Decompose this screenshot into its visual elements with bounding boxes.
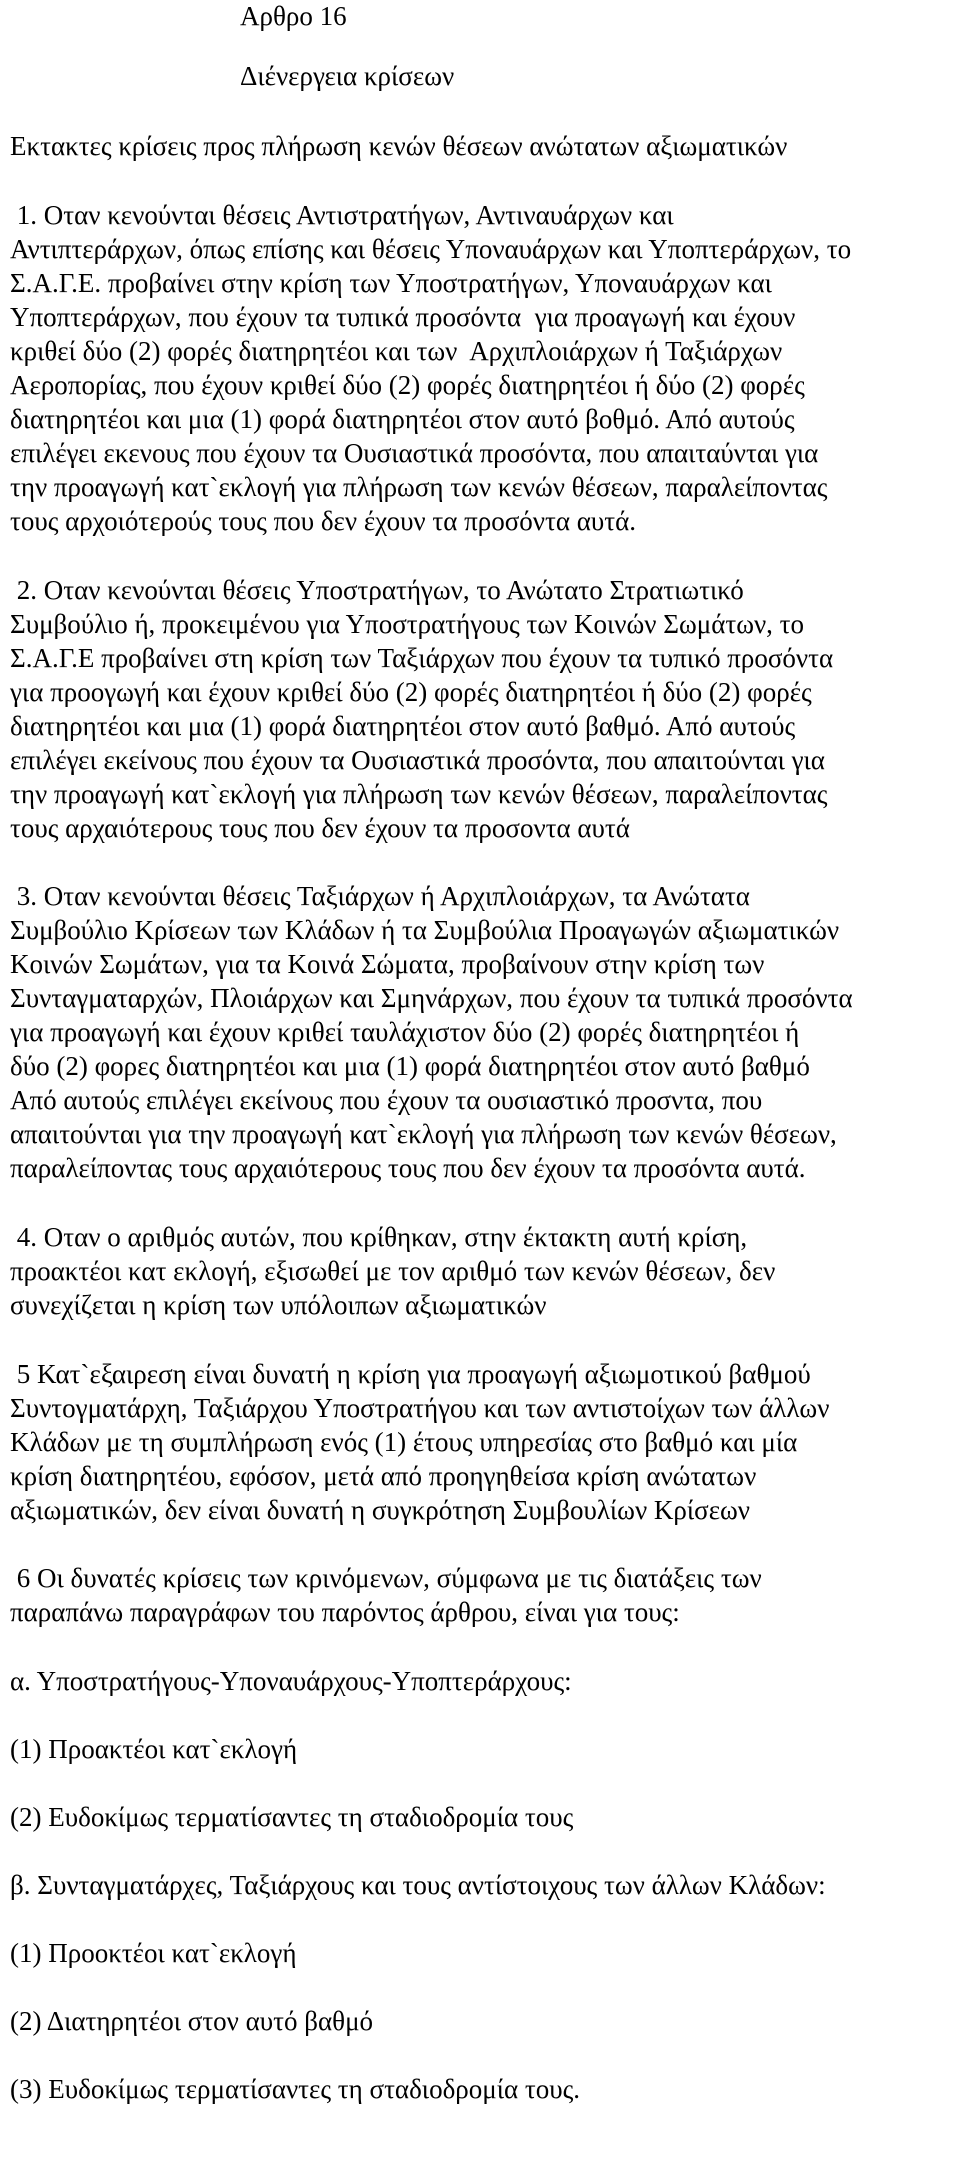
list-item: (1) Προακτέοι κατ`εκλογή — [10, 1734, 298, 1764]
paragraph-line: την προαγωγή κατ`εκλογή για πλήρωση των κενών θέσεων, παραλείποντας — [10, 472, 828, 502]
paragraph-line: Κοινών Σωμάτων, για τα Κοινά Σώματα, προβαίνουν στην κρίση των — [10, 949, 765, 979]
article-number: Αρθρο 16 — [240, 1, 347, 31]
list-item: (3) Ευδοκίμως τερματίσαντες τη σταδιοδρομία τους. — [10, 2074, 581, 2104]
paragraph-line: Σ.Α.Γ.Ε προβαίνει στη κρίση των Ταξιάρχων που έχουν τα τυπικό προσόντα — [10, 643, 834, 673]
paragraph-line: αξιωματικών, δεν είναι δυνατή η συγκρότηση Συμβουλίων Κρίσεων — [10, 1495, 751, 1525]
list-item: (2) Διατηρητέοι στον αυτό βαθμό — [10, 2006, 374, 2036]
paragraph-line: 3. Οταν κενούνται θέσεις Ταξιάρχων ή Αρχιπλοιάρχων, τα Ανώτατα — [10, 881, 750, 911]
paragraph-line: Συνταγματαρχών, Πλοιάρχων και Σμηνάρχων, που έχουν τα τυπικά προσόντα — [10, 983, 853, 1013]
paragraph-line: διατηρητέοι και μια (1) φορά διατηρητέοι στον αυτό βοθμό. Από αυτούς — [10, 404, 795, 434]
list-item: (2) Ευδοκίμως τερματίσαντες τη σταδιοδρομία τους — [10, 1802, 574, 1832]
list-item: β. Συνταγματάρχες, Ταξιάρχους και τους αντίστοιχους των άλλων Κλάδων: — [10, 1870, 826, 1900]
article-subtitle: Εκτακτες κρίσεις προς πλήρωση κενών θέσεων ανώτατων αξιωματικών — [10, 131, 788, 161]
paragraph-line: επιλέγει εκενους που έχουν τα Ουσιαστικά προσόντα, που απαιταύνται για — [10, 438, 819, 468]
list-item: (1) Προοκτέοι κατ`εκλογή — [10, 1938, 297, 1968]
paragraph-line: τους αρχαιότερους τους που δεν έχουν τα προσοντα αυτά — [10, 813, 630, 843]
paragraph-line: 1. Οταν κενούνται θέσεις Αντιστρατήγων, Αντιναυάρχων και — [10, 200, 674, 230]
paragraph-line: κριθεί δύο (2) φορές διατηρητέοι και των Αρχιπλοιάρχων ή Ταξιάρχων — [10, 336, 783, 366]
paragraph-line: Συντογματάρχη, Ταξιάρχου Υποστρατήγου και των αντιστοίχων των άλλων — [10, 1393, 830, 1423]
paragraph-line: Συμβούλιο ή, προκειμένου για Υποστρατήγους των Κοινών Σωμάτων, το — [10, 609, 805, 639]
paragraph-line: παραπάνω παραγράφων του παρόντος άρθρου, είναι για τους: — [10, 1597, 680, 1627]
paragraph-line: επιλέγει εκείνους που έχουν τα Ουσιαστικά προσόντα, που απαιτούνται για — [10, 745, 825, 775]
paragraph-line: Συμβούλιο Κρίσεων των Κλάδων ή τα Συμβούλια Προαγωγών αξιωματικών — [10, 915, 840, 945]
paragraph-line: συνεχίζεται η κρίση των υπόλοιπων αξιωματικών — [10, 1290, 547, 1320]
paragraph-line: δύο (2) φορες διατηρητέοι και μια (1) φορά διατηρητέοι στον αυτό βαθμό — [10, 1051, 810, 1081]
paragraph-line: προακτέοι κατ εκλογή, εξισωθεί με τον αριθμό των κενών θέσεων, δεν — [10, 1256, 776, 1286]
paragraph-line: για προαγωγή και έχουν κριθεί ταυλάχιστον δύο (2) φορές διατηρητέοι ή — [10, 1017, 800, 1047]
paragraph-line: 6 Οι δυνατές κρίσεις των κρινόμενων, σύμφωνα με τις διατάξεις των — [10, 1563, 762, 1593]
paragraph-line: παραλείποντας τους αρχαιότερους τους που δεν έχουν τα προσόντα αυτά. — [10, 1153, 806, 1183]
paragraph-line: απαιτούνται για την προαγωγή κατ`εκλογή για πλήρωση των κενών θέσεων, — [10, 1119, 837, 1149]
paragraph-line: Κλάδων με τη συμπλήρωση ενός (1) έτους υπηρεσίας στο βαθμό και μία — [10, 1427, 798, 1457]
paragraph-line: Σ.Α.Γ.Ε. προβαίνει στην κρίση των Υποστρατήγων, Υποναυάρχων και — [10, 268, 772, 298]
paragraph-line: για προογωγή και έχουν κριθεί δύο (2) φορές διατηρητέοι ή δύο (2) φορές — [10, 677, 812, 707]
paragraph-line: κρίση διατηρητέου, εφόσον, μετά από προηγηθείσα κρίση ανώτατων — [10, 1461, 757, 1491]
paragraph-line: 5 Κατ`εξαιρεση είναι δυνατή η κρίση για προαγωγή αξιωμοτικού βαθμού — [10, 1359, 811, 1389]
paragraph-line: Υποπτεράρχων, που έχουν τα τυπικά προσόντα για προαγωγή και έχουν — [10, 302, 796, 332]
list-item: α. Υποστρατήγους-Υποναυάρχους-Υποπτεράρχους: — [10, 1666, 572, 1696]
paragraph-line: διατηρητέοι και μια (1) φορά διατηρητέοι στον αυτό βαθμό. Από αυτούς — [10, 711, 796, 741]
paragraph-line: Αεροπορίας, που έχουν κριθεί δύο (2) φορές διατηρητέοι ή δύο (2) φορές — [10, 370, 805, 400]
article-title: Διένεργεια κρίσεων — [240, 61, 455, 91]
paragraph-line: την προαγωγή κατ`εκλογή για πλήρωση των κενών θέσεων, παραλείποντας — [10, 779, 828, 809]
paragraph-line: Από αυτούς επιλέγει εκείνους που έχουν τα ουσιαστικό προσντα, που — [10, 1085, 763, 1115]
paragraph-line: Αντιπτεράρχων, όπως επίσης και θέσεις Υποναυάρχων και Υποπτεράρχων, το — [10, 234, 852, 264]
paragraph-line: 4. Οταν ο αριθμός αυτών, που κρίθηκαν, στην έκτακτη αυτή κρίση, — [10, 1222, 748, 1252]
paragraph-line: 2. Οταν κενούνται θέσεις Υποστρατήγων, το Ανώτατο Στρατιωτικό — [10, 575, 744, 605]
paragraph-line: τους αρχοιότερούς τους που δεν έχουν τα προσόντα αυτά. — [10, 506, 637, 536]
